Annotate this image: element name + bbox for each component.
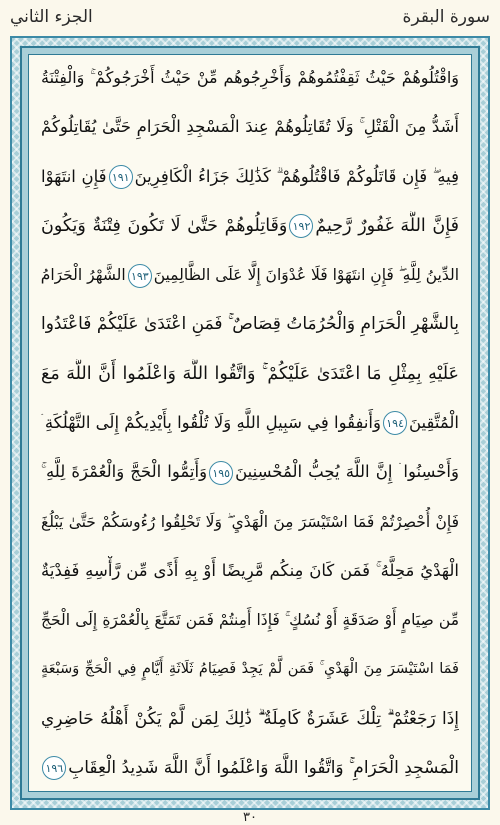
verse-text: الْهَدْيُ مَحِلَّهُ ۚ فَمَن كَانَ مِنكُم مَّرِيضًا أَوْ بِهِ أَذًى مِّن رَّأْسِهِ فَفِدْيَةٌ (41, 560, 459, 580)
verse-line (41, 507, 459, 537)
verse-line (41, 753, 459, 783)
ayah-number-marker: ١٩٤ (383, 411, 407, 435)
surah-title: سورة البقرة (402, 7, 490, 27)
verse-text: الْمُتَّقِينَ (408, 412, 459, 432)
juz-title: الجزء الثاني (10, 7, 93, 27)
verse-line (41, 556, 459, 586)
verse-text: فَإِنَّ اللَّهَ غَفُورٌ رَّحِيمٌ (315, 215, 459, 236)
ayah-number-marker: ١٩٣ (128, 264, 152, 288)
verse-text: الدِّينُ لِلَّهِ ۖ فَإِنِ انتَهَوْا فَلَا عُدْوَانَ إِلَّا عَلَى الظَّالِمِينَ (153, 266, 459, 285)
verse-line (41, 654, 459, 684)
frame-inner-border (20, 46, 480, 800)
verse-text: وَاقْتُلُوهُمْ حَيْثُ ثَقِفْتُمُوهُمْ وَأَخْرِجُوهُم مِّنْ حَيْثُ أَخْرَجُوكُمْ ۚ وَالْفِتْنَةُ (41, 68, 459, 87)
verse-line (41, 359, 459, 389)
verse-line (41, 704, 459, 734)
verse-text: الْمَسْجِدِ الْحَرَامِ ۚ وَاتَّقُوا اللَّهَ وَاعْلَمُوا أَنَّ اللَّهَ شَدِيدُ الْعِقَابِ (68, 757, 459, 778)
verse-line (41, 260, 459, 290)
verse-text: بِالشَّهْرِ الْحَرَامِ وَالْحُرُمَاتُ قِصَاصٌ ۚ فَمَنِ اعْتَدَىٰ عَلَيْكُمْ فَاعْتَدُوا (41, 314, 459, 335)
verse-text: إِذَا رَجَعْتُمْ ۗ تِلْكَ عَشَرَةٌ كَامِلَةٌ ۗ ذَٰلِكَ لِمَن لَّمْ يَكُنْ أَهْلُهُ حَاضِرِي (41, 708, 459, 729)
verse-line (41, 605, 459, 635)
verse-text: فَإِنِ انتَهَوْا (41, 166, 107, 186)
verse-text: مِّن صِيَامٍ أَوْ صَدَقَةٍ أَوْ نُسُكٍ ۚ فَإِذَا أَمِنتُمْ فَمَن تَمَتَّعَ بِالْعُمْرَةِ إِلَى الْحَجِّ (41, 611, 459, 630)
quran-text-area (28, 54, 472, 792)
verse-text: وَأَنفِقُوا فِي سَبِيلِ اللَّهِ وَلَا تُلْقُوا بِأَيْدِيكُمْ إِلَى التَّهْلُكَةِ ۛ (41, 412, 381, 432)
verse-text: عَلَيْهِ بِمِثْلِ مَا اعْتَدَىٰ عَلَيْكُمْ ۚ وَاتَّقُوا اللَّهَ وَاعْلَمُوا أَنَّ اللَّهَ مَعَ (41, 363, 459, 384)
verse-text: وَأَحْسِنُوا ۛ إِنَّ اللَّهَ يُحِبُّ الْمُحْسِنِينَ (235, 462, 459, 482)
verse-line (41, 408, 459, 438)
verse-text: أَشَدُّ مِنَ الْقَتْلِ ۚ وَلَا تُقَاتِلُوهُمْ عِندَ الْمَسْجِدِ الْحَرَامِ حَتَّىٰ يُقَاتِلُوكُمْ (41, 117, 459, 137)
verse-line (41, 162, 459, 192)
verse-text: وَأَتِمُّوا الْحَجَّ وَالْعُمْرَةَ لِلَّهِ ۚ (41, 462, 208, 482)
verse-line (41, 309, 459, 339)
decorative-frame (10, 36, 490, 810)
ayah-number-marker: ١٩٦ (42, 756, 66, 780)
ayah-number-marker: ١٩٢ (289, 214, 313, 238)
ayah-number-marker: ١٩٥ (209, 461, 233, 485)
verse-text: وَقَاتِلُوهُمْ حَتَّىٰ لَا تَكُونَ فِتْنَةٌ وَيَكُونَ (41, 215, 288, 236)
verse-line (41, 63, 459, 93)
verse-text: الشَّهْرُ الْحَرَامُ (41, 266, 126, 285)
verse-text: فِيهِ ۖ فَإِن قَاتَلُوكُمْ فَاقْتُلُوهُمْ ۗ كَذَٰلِكَ جَزَاءُ الْكَافِرِينَ (134, 166, 459, 186)
verse-line (41, 457, 459, 487)
ayah-number-marker: ١٩١ (109, 165, 133, 189)
page-header (0, 0, 500, 34)
verse-line (41, 211, 459, 241)
verse-line (41, 112, 459, 142)
verse-text: فَمَا اسْتَيْسَرَ مِنَ الْهَدْيِ ۚ فَمَن لَّمْ يَجِدْ فَصِيَامُ ثَلَاثَةِ أَيَّامٍ فِي الْحَجِّ وَسَبْعَةٍ (41, 661, 459, 678)
page-number: ٣٠ (243, 810, 257, 825)
verse-text: فَإِنْ أُحْصِرْتُمْ فَمَا اسْتَيْسَرَ مِنَ الْهَدْيِ ۖ وَلَا تَحْلِقُوا رُءُوسَكُمْ حَتَّىٰ يَبْلُغَ (41, 512, 459, 531)
